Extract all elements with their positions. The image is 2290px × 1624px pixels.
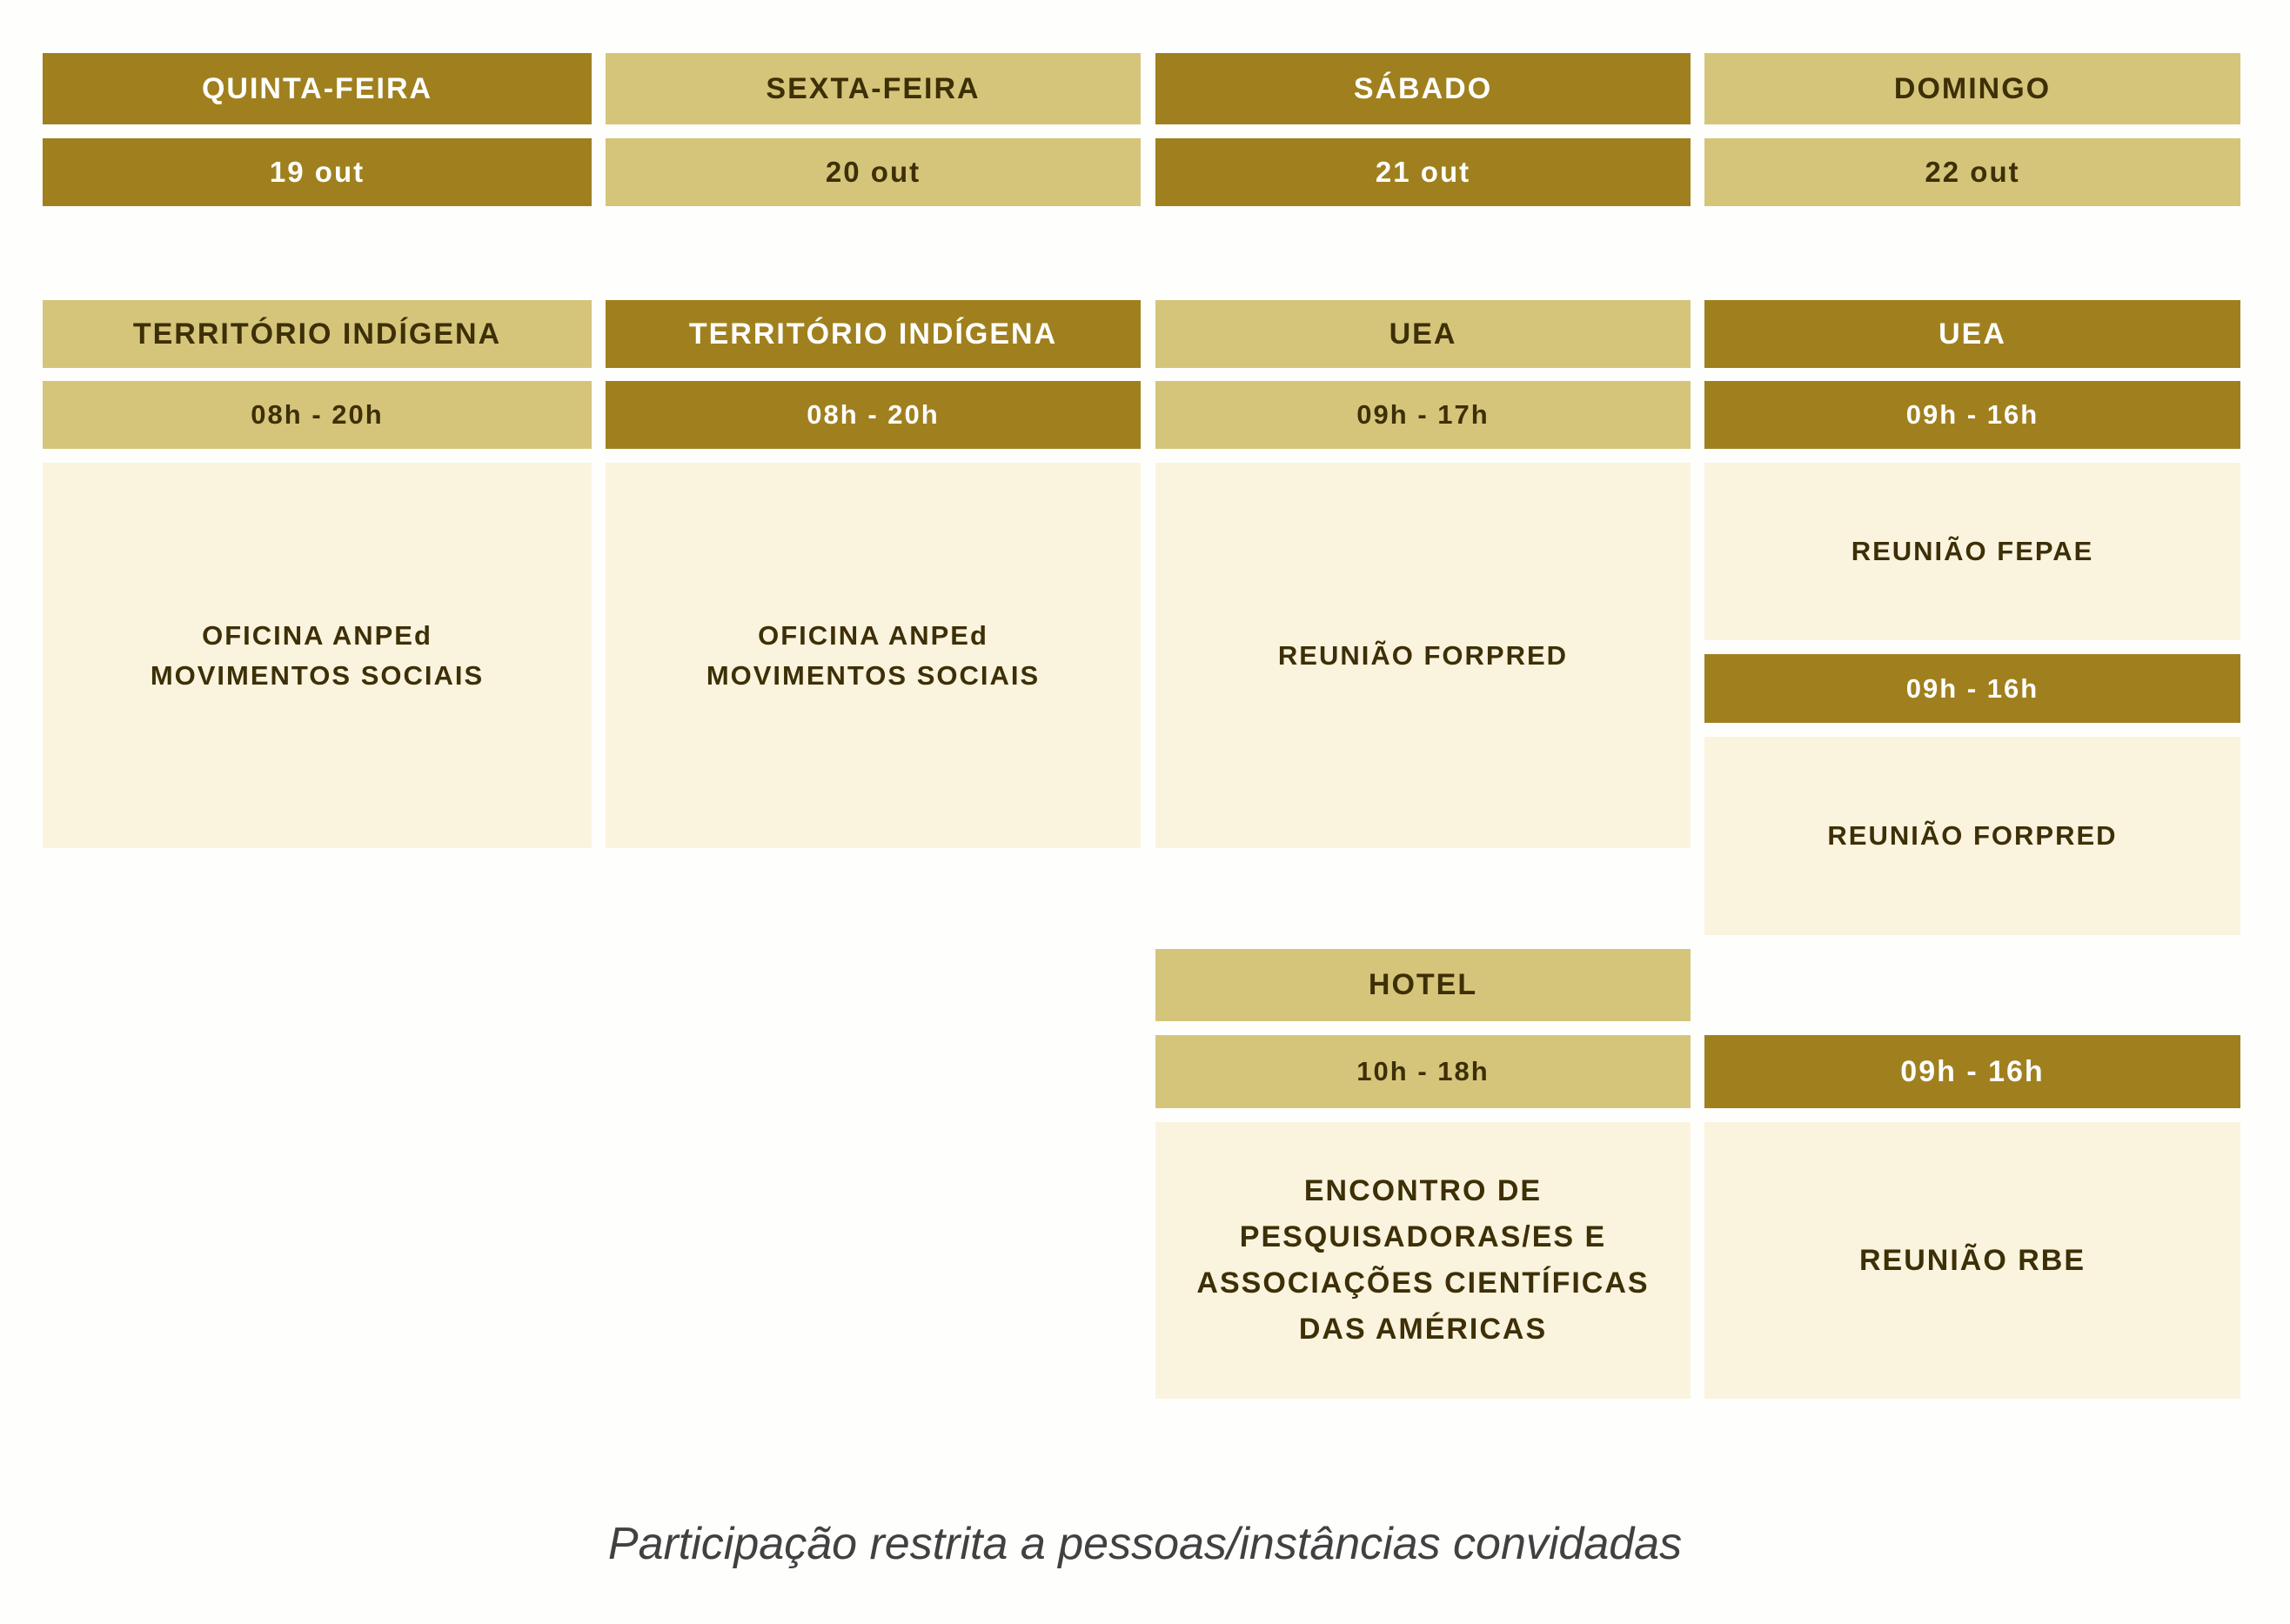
event-thursday-line1: OFICINA ANPEd: [202, 619, 432, 651]
time-saturday-2: 10h - 18h: [1155, 1035, 1691, 1108]
time-saturday: 09h - 17h: [1155, 381, 1691, 449]
location-thursday: TERRITÓRIO INDÍGENA: [43, 300, 592, 368]
event-thursday: [43, 463, 592, 848]
event-saturday-2-line2: PESQUISADORAS/ES E: [1239, 1220, 1607, 1253]
time-sunday: 09h - 16h: [1704, 381, 2240, 449]
date-sunday: 22 out: [1704, 138, 2240, 206]
event-sunday: REUNIÃO FEPAE: [1704, 463, 2240, 640]
day-header-friday: SEXTA-FEIRA: [606, 53, 1141, 124]
event-thursday-line2: MOVIMENTOS SOCIAIS: [150, 659, 485, 691]
date-saturday: 21 out: [1155, 138, 1691, 206]
date-friday: 20 out: [606, 138, 1141, 206]
day-header-thursday: QUINTA-FEIRA: [43, 53, 592, 124]
event-friday-line2: MOVIMENTOS SOCIAIS: [706, 659, 1041, 691]
event-saturday: REUNIÃO FORPRED: [1155, 463, 1691, 848]
time-sunday-3: 09h - 16h: [1704, 1035, 2240, 1108]
event-friday-line1: OFICINA ANPEd: [758, 619, 988, 651]
location-saturday: UEA: [1155, 300, 1691, 368]
event-saturday-2-line3: ASSOCIAÇÕES CIENTÍFICAS: [1196, 1266, 1650, 1300]
day-header-saturday: SÁBADO: [1155, 53, 1691, 124]
time-thursday: 08h - 20h: [43, 381, 592, 449]
location-friday: TERRITÓRIO INDÍGENA: [606, 300, 1141, 368]
footer-note: Participação restrita a pessoas/instâncias convidadas: [607, 1519, 1683, 1569]
event-saturday-2-line1: ENCONTRO DE: [1303, 1174, 1543, 1207]
event-sunday-3: REUNIÃO RBE: [1704, 1122, 2240, 1399]
event-sunday-2: REUNIÃO FORPRED: [1704, 737, 2240, 935]
location-saturday-2: HOTEL: [1155, 949, 1691, 1021]
time-friday: 08h - 20h: [606, 381, 1141, 449]
location-sunday: UEA: [1704, 300, 2240, 368]
date-thursday: 19 out: [43, 138, 592, 206]
event-saturday-2: [1155, 1122, 1691, 1399]
day-header-sunday: DOMINGO: [1704, 53, 2240, 124]
event-friday: [606, 463, 1141, 848]
time-sunday-2: 09h - 16h: [1704, 654, 2240, 723]
event-saturday-2-line4: DAS AMÉRICAS: [1298, 1313, 1548, 1346]
